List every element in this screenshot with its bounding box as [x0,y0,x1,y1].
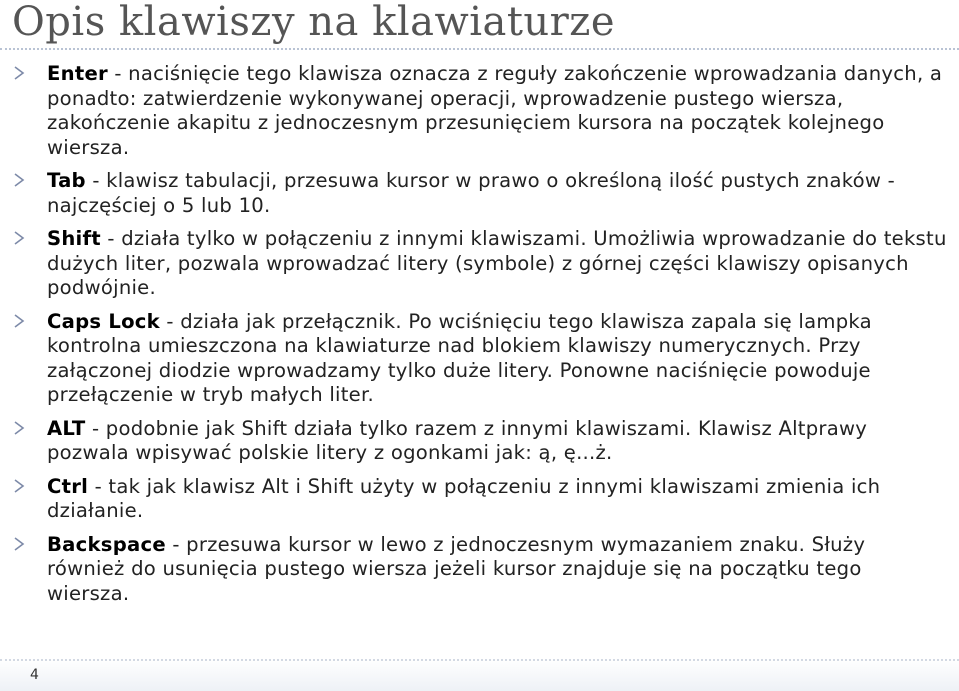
list-item-caps-lock [12,310,947,408]
key-name: Ctrl [47,474,89,498]
list-item-alt [12,417,947,466]
list-item-tab [12,169,947,218]
key-name: Caps Lock [47,309,160,333]
key-description: - podobnie jak Shift działa tylko razem z innymi klawiszami. Klawisz Altprawy pozwala wpisywać polskie litery z ogonkami jak: ą, ę...ż. [47,416,868,464]
key-name: Shift [47,227,101,250]
triangle-arrow-right-icon [14,231,25,245]
page-title: Opis klawiszy na klawiaturze [12,0,616,45]
key-description: - naciśnięcie tego klawisza oznacza z reguły zakończenie wprowadzania danych, a ponadto: zatwierdzenie wykonywanej operacji, wprowadzenie pustego wiersza, zakończenie akapitu z jednoczesnym przesunięciem kursora na początek kolejnego wiersza. [47,62,943,159]
page-number: 4 [30,667,39,683]
triangle-arrow-right-icon [14,479,25,493]
title-divider [0,48,959,50]
triangle-arrow-right-icon [14,66,25,80]
key-description: - działa tylko w połączeniu z innymi klawiszami. Umożliwia wprowadzanie do tekstu dużych liter, pozwala wprowadzać litery (symbole) z górnej części klawiszy opisanych podwójnie. [47,227,947,299]
key-name: Backspace [47,532,166,556]
key-description: - tak jak klawisz Alt i Shift użyty w połączeniu z innymi klawiszami zmienia ich działanie. [47,474,881,522]
key-description: - działa jak przełącznik. Po wciśnięciu tego klawisza zapala się lampka kontrolna umieszczona na klawiaturze nad blokiem klawiszy numerycznych. Przy załączonej diodzie wprowadzamy tylko duże litery. Ponowne naciśnięcie powoduje przełączenie w tryb małych liter. [47,309,872,406]
list-item-backspace [12,533,947,607]
key-name: Tab [47,169,86,192]
key-name: ALT [47,416,86,440]
key-description-list [12,62,947,615]
key-description: - klawisz tabulacji, przesuwa kursor w prawo o określoną ilość pustych znaków - najczęściej o 5 lub 10. [47,169,895,217]
triangle-arrow-right-icon [14,314,25,328]
key-name: Enter [47,62,108,85]
triangle-arrow-right-icon [14,421,25,435]
triangle-arrow-right-icon [14,173,25,187]
list-item-shift [12,227,947,301]
triangle-arrow-right-icon [14,537,25,551]
list-item-enter [12,62,947,160]
footer-bar [0,659,959,691]
list-item-ctrl [12,475,947,524]
key-description: - przesuwa kursor w lewo z jednoczesnym wymazaniem znaku. Służy również do usunięcia pustego wiersza jeżeli kursor znajduje się na początku tego wiersza. [47,532,866,605]
